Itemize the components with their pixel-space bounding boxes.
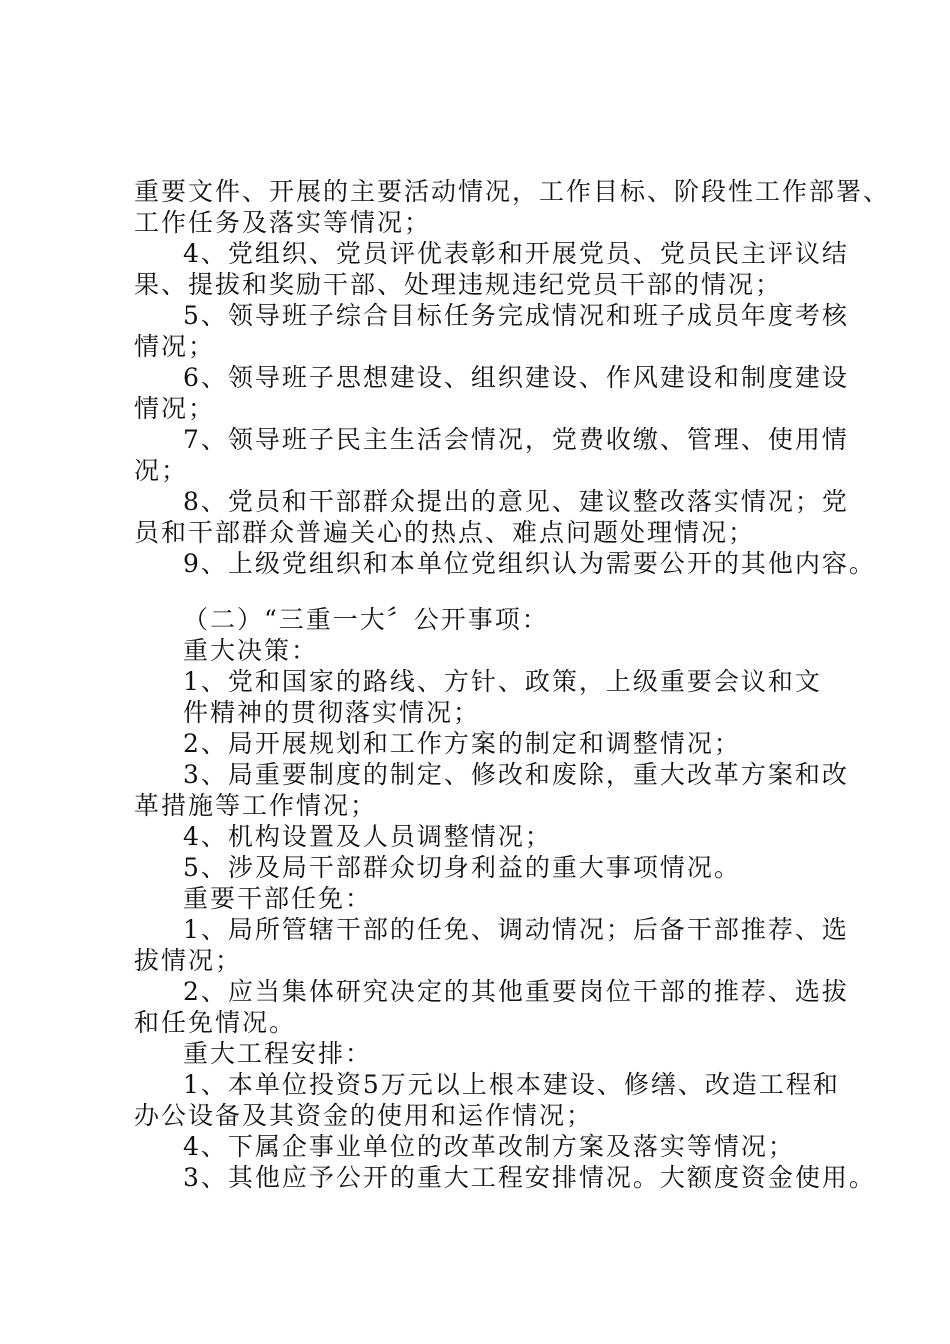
subsection-heading: 重要干部任免： [183, 884, 373, 913]
text-line: 7、领导班子民主生活会情况，党费收缴、管理、使用情 [183, 425, 849, 454]
subsection-heading: 重大工程安排： [183, 1039, 373, 1068]
text-line: 况； [134, 456, 189, 485]
text-line: 3、局重要制度的制定、修改和废除，重大改革方案和改 [183, 760, 849, 789]
text-line: 5、领导班子综合目标任务完成情况和班子成员年度考核 [183, 301, 849, 330]
text-line: 4、机构设置及人员调整情况； [183, 822, 552, 851]
text-line: 重要文件、开展的主要活动情况，工作目标、阶段性工作部署、 [134, 177, 891, 206]
text-line: 办公设备及其资金的使用和运作情况； [134, 1101, 594, 1130]
text-line: 2、应当集体研究决定的其他重要岗位干部的推荐、选拔 [183, 977, 849, 1006]
text-line: 8、党员和干部群众提出的意见、建议整改落实情况；党 [183, 487, 849, 516]
text-line: 工作任务及落实等情况； [134, 208, 432, 237]
text-line: 拔情况； [134, 946, 243, 975]
text-line: 1、党和国家的路线、方针、政策，上级重要会议和文 [183, 667, 822, 696]
text-line: 5、涉及局干部群众切身利益的重大事项情况。 [183, 853, 741, 882]
text-line: 1、局所管辖干部的任免、调动情况；后备干部推荐、选 [183, 915, 849, 944]
text-line: 6、领导班子思想建设、组织建设、作风建设和制度建设 [183, 363, 849, 392]
text-line: 和任免情况。 [134, 1008, 297, 1037]
text-line: 3、其他应予公开的重大工程安排情况。大额度资金使用。 [183, 1163, 876, 1192]
text-line: 4、党组织、党员评优表彰和开展党员、党员民主评议结 [183, 239, 849, 268]
text-line: 员和干部群众普遍关心的热点、难点问题处理情况； [134, 518, 756, 547]
subsection-heading: 重大决策： [183, 636, 319, 665]
text-line: 件精神的贯彻落实情况； [183, 698, 481, 727]
text-line: 2、局开展规划和工作方案的制定和调整情况； [183, 729, 741, 758]
text-line: 9、上级党组织和本单位党组织认为需要公开的其他内容。 [183, 549, 876, 578]
text-line: 革措施等工作情况； [134, 791, 378, 820]
text-line: 4、下属企事业单位的改革改制方案及落实等情况； [183, 1132, 795, 1161]
text-line: 1、本单位投资5万元以上根本建设、修缮、改造工程和 [183, 1070, 840, 1099]
section-heading: （二）“三重一大〞公开事项： [183, 605, 549, 634]
text-line: 情况； [134, 394, 216, 423]
text-line: 果、提拔和奖励干部、处理违规违纪党员干部的情况； [134, 270, 783, 299]
text-line: 情况； [134, 332, 216, 361]
